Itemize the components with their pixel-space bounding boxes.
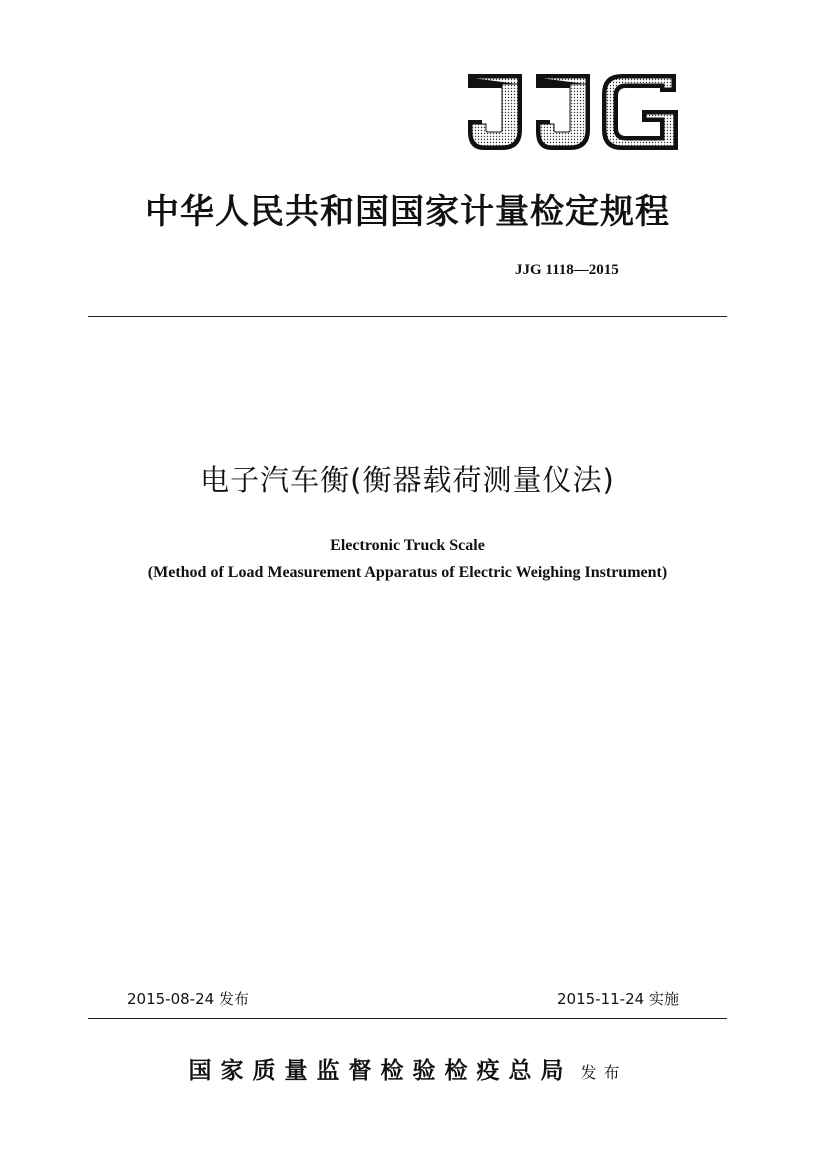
implementation-date: 2015-11-24 实施 xyxy=(557,990,679,1008)
document-title-en-line2: (Method of Load Measurement Apparatus of Electric Weighing Instrument) xyxy=(147,564,668,581)
issuer-line xyxy=(0,1052,815,1085)
jjg-logo xyxy=(462,66,686,156)
main-title: 中华人民共和国国家计量检定规程 xyxy=(145,192,670,232)
logo-letter-j2 xyxy=(536,74,590,150)
logo-letter-g xyxy=(602,74,678,150)
document-title-zh: 电子汽车衡(衡器载荷测量仪法) xyxy=(200,463,615,497)
jjg-logo-mark xyxy=(462,66,686,156)
divider-top xyxy=(88,316,727,317)
document-title-en-line1: Electronic Truck Scale xyxy=(330,537,485,554)
issuer-suffix: 发布 xyxy=(580,1063,627,1082)
standard-number: JJG 1118—2015 xyxy=(515,262,619,278)
logo-letter-j1 xyxy=(468,74,522,150)
divider-bottom xyxy=(88,1018,727,1019)
issuer-name: 国家质量监督检验检疫总局 xyxy=(188,1058,573,1084)
issue-date: 2015-08-24 发布 xyxy=(127,990,249,1008)
